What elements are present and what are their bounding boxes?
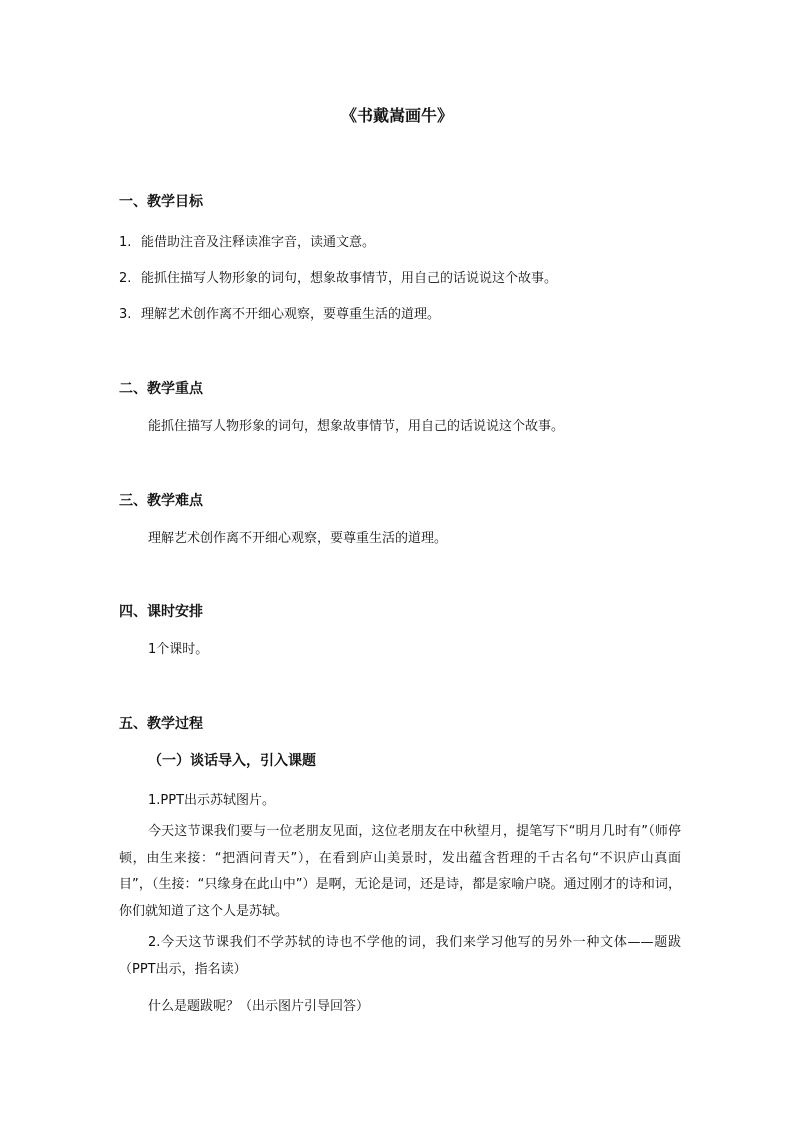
process-question: 什么是题跋呢？（出示图片引导回答） bbox=[148, 999, 370, 1014]
process-paragraph-2: 2.今天这节课我们不学苏轼的诗也不学他的词，我们来学习他写的另外一种文体——题跋（PPT出示，指名读） bbox=[119, 935, 681, 977]
process-step-1: 1.PPT出示苏轼图片。 bbox=[148, 793, 276, 808]
objective-number: 2. bbox=[119, 271, 132, 286]
process-heading: 五、教学过程 bbox=[119, 716, 203, 732]
key-points-heading: 二、教学重点 bbox=[119, 381, 203, 397]
objective-text: 能抓住描写人物形象的词句，想象故事情节，用自己的话说说这个故事。 bbox=[141, 271, 558, 286]
objective-item-2 bbox=[119, 267, 557, 286]
objective-item-3 bbox=[119, 303, 440, 322]
objective-number: 1. bbox=[119, 235, 132, 250]
difficulties-text: 理解艺术创作离不开细心观察，要尊重生活的道理。 bbox=[148, 531, 448, 546]
objective-number: 3. bbox=[119, 307, 132, 322]
schedule-heading: 四、课时安排 bbox=[119, 604, 203, 620]
objective-text: 理解艺术创作离不开细心观察，要尊重生活的道理。 bbox=[141, 307, 441, 322]
schedule-text: 1个课时。 bbox=[148, 642, 209, 657]
objective-item-1 bbox=[119, 231, 375, 250]
objectives-heading: 一、教学目标 bbox=[119, 194, 203, 210]
document-title: 《书戴嵩画牛》 bbox=[340, 106, 453, 125]
key-points-text: 能抓住描写人物形象的词句，想象故事情节，用自己的话说说这个故事。 bbox=[148, 419, 565, 434]
objective-text: 能借助注音及注释读准字音，读通文意。 bbox=[141, 235, 376, 250]
difficulties-heading: 三、教学难点 bbox=[119, 493, 203, 509]
process-sub-heading: （一）谈话导入，引入课题 bbox=[148, 753, 316, 769]
process-paragraph-1: 今天这节课我们要与一位老朋友见面，这位老朋友在中秋望月，提笔写下“明月几时有”（师停顿，由生来接：“把酒问青天”），在看到庐山美景时，发出蕴含哲理的千古名句“不识庐山真面目”，（生接：“只缘身在此山中”）是啊，无论是词，还是诗，都是家喻户晓。通过刚才的诗和词，你们就知道了这个人是苏轼。 bbox=[119, 824, 681, 919]
